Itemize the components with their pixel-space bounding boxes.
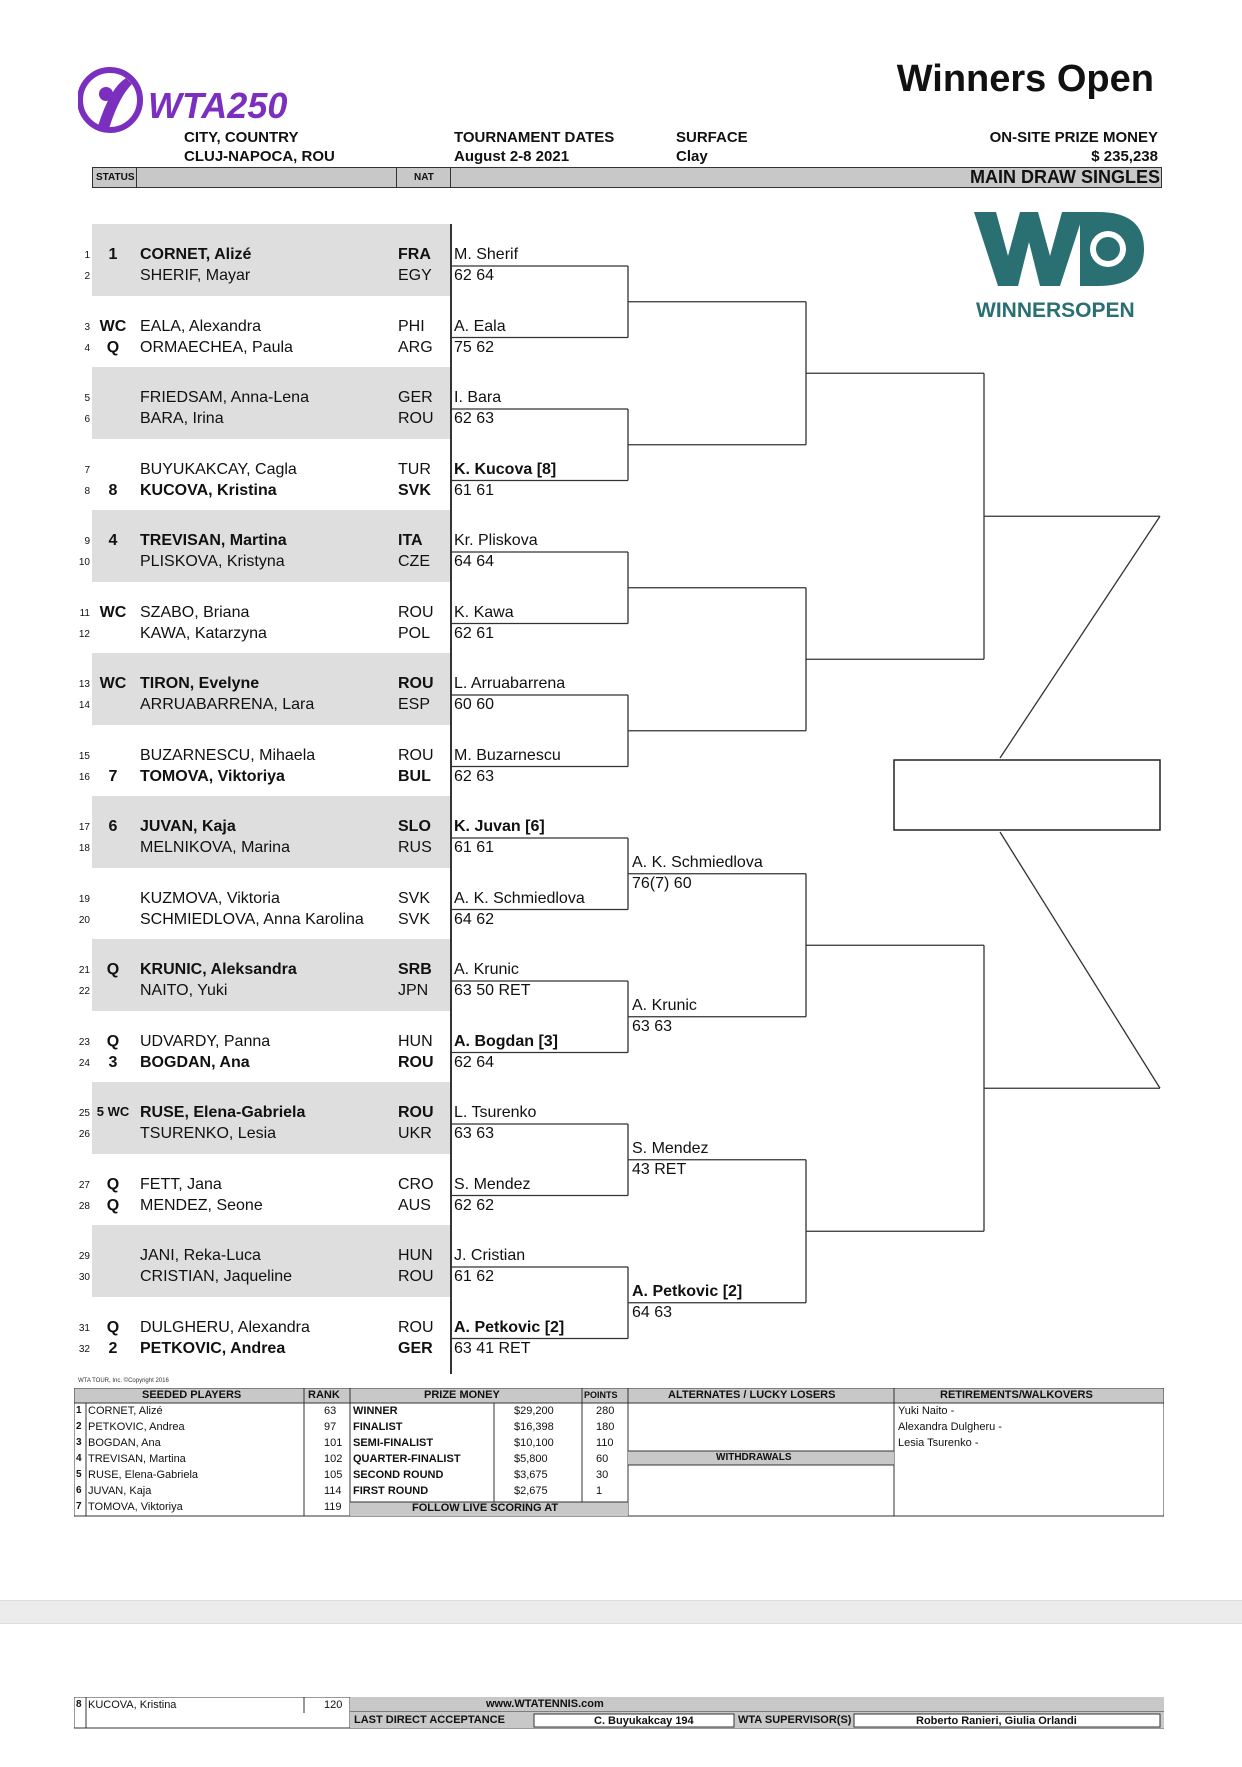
player-name: KUZMOVA, Viktoria bbox=[140, 889, 280, 907]
draw-position: 30 bbox=[78, 1272, 90, 1283]
player-name: SCHMIEDLOVA, Anna Karolina bbox=[140, 910, 364, 928]
seed-status: WC bbox=[99, 603, 127, 621]
draw-position: 18 bbox=[78, 843, 90, 854]
round1-winner: A. Petkovic [2] bbox=[454, 1318, 565, 1336]
prize-round: QUARTER-FINALIST bbox=[353, 1453, 461, 1465]
seed8-rank: 120 bbox=[324, 1699, 343, 1711]
player-nationality: ARG bbox=[398, 338, 433, 356]
draw-position: 28 bbox=[78, 1200, 90, 1212]
draw-position: 22 bbox=[78, 986, 90, 997]
draw-position: 9 bbox=[84, 536, 90, 547]
player-nationality: ROU bbox=[398, 1053, 434, 1071]
seed-number: 1 bbox=[76, 1405, 82, 1416]
player-name: BUYUKAKCAY, Cagla bbox=[140, 460, 297, 478]
player-nationality: SVK bbox=[398, 889, 431, 907]
draw-position: 23 bbox=[78, 1036, 90, 1048]
player-name: TIRON, Evelyne bbox=[140, 675, 260, 692]
player-nationality: GER bbox=[398, 389, 433, 406]
player-nationality: ROU bbox=[398, 1268, 434, 1285]
seed-name: CORNET, Alizé bbox=[88, 1405, 163, 1417]
draw-position: 15 bbox=[78, 750, 90, 762]
player-name: BUZARNESCU, Mihaela bbox=[140, 746, 316, 764]
player-name: BOGDAN, Ana bbox=[140, 1053, 250, 1071]
round1-winner: I. Bara bbox=[454, 389, 502, 406]
draw-position: 10 bbox=[78, 557, 90, 568]
player-nationality: SLO bbox=[398, 818, 431, 835]
seed-number: 3 bbox=[76, 1437, 82, 1448]
withdrawals-title: WITHDRAWALS bbox=[716, 1452, 792, 1463]
draw-title: MAIN DRAW SINGLES bbox=[969, 167, 1160, 187]
draw-position: 26 bbox=[78, 1129, 90, 1140]
player-nationality: HUN bbox=[398, 1032, 433, 1050]
draw-position: 29 bbox=[78, 1251, 90, 1262]
player-name: TOMOVA, Viktoriya bbox=[140, 767, 285, 785]
prize-money: $10,100 bbox=[514, 1437, 554, 1449]
player-name: KUCOVA, Kristina bbox=[140, 481, 277, 499]
lda-label: LAST DIRECT ACCEPTANCE bbox=[354, 1714, 505, 1726]
draw-position: 2 bbox=[84, 271, 90, 282]
seed-status: 6 bbox=[108, 818, 118, 835]
round1-score: 63 63 bbox=[454, 1125, 495, 1142]
prize-money: $3,675 bbox=[514, 1469, 548, 1481]
seed-status: 8 bbox=[108, 481, 118, 499]
player-name: ORMAECHEA, Paula bbox=[140, 338, 293, 356]
player-name: FETT, Jana bbox=[140, 1175, 222, 1193]
player-name: EALA, Alexandra bbox=[140, 317, 261, 335]
player-name: PETKOVIC, Andrea bbox=[140, 1339, 286, 1357]
seed-rank: 97 bbox=[324, 1421, 337, 1433]
draw-position: 7 bbox=[84, 464, 90, 476]
round2-score: 43 RET bbox=[632, 1161, 687, 1178]
player-name: TREVISAN, Martina bbox=[140, 532, 287, 549]
player-nationality: ROU bbox=[398, 675, 434, 692]
player-name: MENDEZ, Seone bbox=[140, 1196, 263, 1214]
surface-value: Clay bbox=[676, 148, 708, 165]
round1-winner: L. Tsurenko bbox=[454, 1104, 537, 1121]
player-name: MELNIKOVA, Marina bbox=[140, 839, 290, 856]
prize-round: SEMI-FINALIST bbox=[353, 1437, 434, 1449]
seed-rank: 63 bbox=[324, 1405, 337, 1417]
player-name: CRISTIAN, Jaqueline bbox=[140, 1268, 293, 1285]
player-nationality: UKR bbox=[398, 1125, 432, 1142]
round1-winner: S. Mendez bbox=[454, 1175, 531, 1193]
retirements-title: RETIREMENTS/WALKOVERS bbox=[940, 1389, 1093, 1401]
retirement-entry: Lesia Tsurenko - bbox=[898, 1437, 979, 1449]
seed-rank: 114 bbox=[324, 1485, 342, 1497]
draw-position: 5 bbox=[84, 393, 90, 404]
dates-label: TOURNAMENT DATES bbox=[454, 129, 615, 146]
round2-score: 76(7) 60 bbox=[632, 875, 692, 892]
prize-round: FIRST ROUND bbox=[353, 1485, 429, 1497]
player-name: KAWA, Katarzyna bbox=[140, 624, 267, 642]
player-nationality: ROU bbox=[398, 410, 434, 427]
round1-score: 61 61 bbox=[454, 839, 495, 856]
seed-rank: 101 bbox=[324, 1437, 343, 1449]
player-nationality: POL bbox=[398, 624, 431, 642]
round2-winner: A. Petkovic [2] bbox=[632, 1283, 743, 1300]
player-nationality: SRB bbox=[398, 961, 432, 978]
city-label: CITY, COUNTRY bbox=[184, 129, 299, 146]
player-nationality: AUS bbox=[398, 1196, 431, 1214]
page-break-band bbox=[0, 1600, 1242, 1624]
player-nationality: CRO bbox=[398, 1175, 434, 1193]
draw-position: 8 bbox=[84, 485, 90, 497]
seed-name: BOGDAN, Ana bbox=[88, 1437, 161, 1449]
seeded-title: SEEDED PLAYERS bbox=[142, 1389, 242, 1401]
round2-winner: A. Krunic bbox=[632, 997, 697, 1014]
player-name: SZABO, Briana bbox=[140, 603, 250, 621]
round1-score: 62 64 bbox=[454, 267, 495, 284]
city-value: CLUJ-NAPOCA, ROU bbox=[184, 148, 335, 165]
prize-round: WINNER bbox=[353, 1405, 398, 1417]
prize-points: 1 bbox=[596, 1485, 603, 1497]
prize-points: 180 bbox=[596, 1421, 615, 1433]
seed-status: 4 bbox=[108, 532, 118, 549]
prize-round: SECOND ROUND bbox=[353, 1469, 444, 1481]
player-nationality: ROU bbox=[398, 603, 434, 621]
bracket-line bbox=[1000, 516, 1160, 758]
player-name: TSURENKO, Lesia bbox=[140, 1125, 277, 1142]
live-scoring-label: FOLLOW LIVE SCORING AT bbox=[412, 1502, 559, 1514]
round1-score: 63 41 RET bbox=[454, 1339, 531, 1357]
player-nationality: GER bbox=[398, 1339, 433, 1357]
round1-score: 61 62 bbox=[454, 1268, 495, 1285]
player-name: JUVAN, Kaja bbox=[140, 818, 236, 835]
round1-winner: A. Bogdan [3] bbox=[454, 1032, 558, 1050]
round1-winner: M. Buzarnescu bbox=[454, 746, 561, 764]
round2-score: 64 63 bbox=[632, 1304, 673, 1321]
round1-score: 61 61 bbox=[454, 481, 495, 499]
seed-status: Q bbox=[106, 1175, 120, 1193]
prize-money: $2,675 bbox=[514, 1485, 548, 1497]
player-name: CORNET, Alizé bbox=[140, 246, 252, 263]
alternates-title: ALTERNATES / LUCKY LOSERS bbox=[668, 1389, 836, 1401]
draw-position: 19 bbox=[78, 893, 90, 905]
player-nationality: JPN bbox=[398, 982, 429, 999]
draw-position: 20 bbox=[78, 914, 90, 926]
player-name: UDVARDY, Panna bbox=[140, 1032, 271, 1050]
seed-status: 7 bbox=[108, 767, 118, 785]
seed-status: Q bbox=[106, 1032, 120, 1050]
round1-score: 62 64 bbox=[454, 1053, 495, 1071]
round2-winner: A. K. Schmiedlova bbox=[632, 854, 763, 871]
draw-position: 27 bbox=[78, 1179, 90, 1191]
player-name: KRUNIC, Aleksandra bbox=[140, 961, 297, 978]
player-name: SHERIF, Mayar bbox=[140, 267, 251, 284]
prize-points: 280 bbox=[596, 1405, 615, 1417]
seed-status: Q bbox=[106, 1318, 120, 1336]
round1-score: 63 50 RET bbox=[454, 982, 531, 999]
player-nationality: SVK bbox=[398, 481, 431, 499]
seed-number: 6 bbox=[76, 1485, 82, 1496]
round1-score: 60 60 bbox=[454, 696, 495, 713]
draw-position: 32 bbox=[78, 1343, 90, 1355]
round1-winner: K. Kawa bbox=[454, 603, 514, 621]
seed-name: RUSE, Elena-Gabriela bbox=[88, 1469, 199, 1481]
supervisor-value: Roberto Ranieri, Giulia Orlandi bbox=[916, 1715, 1077, 1727]
round1-winner: L. Arruabarrena bbox=[454, 675, 566, 692]
draw-position: 4 bbox=[84, 342, 90, 354]
round1-score: 62 63 bbox=[454, 410, 495, 427]
round1-score: 62 63 bbox=[454, 767, 495, 785]
round1-winner: A. Eala bbox=[454, 317, 506, 335]
draw-position: 31 bbox=[78, 1322, 90, 1334]
round1-score: 62 62 bbox=[454, 1196, 495, 1214]
status-column-label: STATUS bbox=[96, 172, 135, 183]
player-nationality: ESP bbox=[398, 696, 431, 713]
draw-position: 6 bbox=[84, 414, 90, 425]
player-name: JANI, Reka-Luca bbox=[140, 1247, 261, 1264]
rank-title: RANK bbox=[308, 1389, 340, 1401]
seed-rank: 119 bbox=[324, 1501, 342, 1513]
round2-winner: S. Mendez bbox=[632, 1140, 709, 1157]
seed-status: WC bbox=[99, 675, 127, 692]
player-nationality: FRA bbox=[398, 246, 431, 263]
round1-score: 64 62 bbox=[454, 910, 495, 928]
player-nationality: TUR bbox=[398, 460, 431, 478]
copyright: WTA TOUR, Inc. ©Copyright 2016 bbox=[78, 1378, 169, 1384]
player-name: NAITO, Yuki bbox=[140, 982, 228, 999]
draw-position: 17 bbox=[78, 822, 90, 833]
round1-winner: K. Kucova [8] bbox=[454, 460, 557, 478]
seed-number: 2 bbox=[76, 1421, 82, 1432]
prize-label: ON-SITE PRIZE MONEY bbox=[989, 129, 1158, 146]
seed-status: WC bbox=[99, 317, 127, 335]
seed-name: PETKOVIC, Andrea bbox=[88, 1421, 185, 1433]
seed-rank: 102 bbox=[324, 1453, 343, 1465]
seed-status: Q bbox=[106, 961, 120, 978]
player-name: BARA, Irina bbox=[140, 410, 224, 427]
svg-text:WINNERSOPEN: WINNERSOPEN bbox=[976, 299, 1135, 322]
seed-status: 5 WC bbox=[96, 1104, 130, 1119]
round1-winner: A. Krunic bbox=[454, 961, 519, 978]
round2-score: 63 63 bbox=[632, 1018, 673, 1035]
prize-points: 110 bbox=[596, 1437, 614, 1449]
round1-score: 62 61 bbox=[454, 624, 495, 642]
round1-winner: A. K. Schmiedlova bbox=[454, 889, 585, 907]
round1-winner: J. Cristian bbox=[454, 1247, 526, 1264]
round1-winner: M. Sherif bbox=[454, 246, 519, 263]
player-name: PLISKOVA, Kristyna bbox=[140, 553, 285, 570]
draw-position: 25 bbox=[78, 1108, 90, 1119]
player-nationality: ROU bbox=[398, 746, 434, 764]
player-nationality: EGY bbox=[398, 267, 432, 284]
draw-position: 3 bbox=[84, 321, 90, 333]
seed-rank: 105 bbox=[324, 1469, 343, 1481]
draw-position: 11 bbox=[79, 607, 90, 619]
seed8-number: 8 bbox=[76, 1699, 82, 1710]
draw-position: 21 bbox=[78, 965, 90, 976]
draw-position: 12 bbox=[78, 628, 90, 640]
player-nationality: ROU bbox=[398, 1318, 434, 1336]
draw-position: 16 bbox=[78, 771, 90, 783]
retirement-entry: Alexandra Dulgheru - bbox=[898, 1421, 1002, 1433]
round1-winner: Kr. Pliskova bbox=[454, 532, 538, 549]
player-nationality: BUL bbox=[398, 767, 431, 785]
seed-name: JUVAN, Kaja bbox=[88, 1485, 152, 1497]
prize-money: $5,800 bbox=[514, 1453, 548, 1465]
surface-label: SURFACE bbox=[676, 129, 748, 146]
player-nationality: HUN bbox=[398, 1247, 433, 1264]
prize-money: $16,398 bbox=[514, 1421, 554, 1433]
lda-value: C. Buyukakcay 194 bbox=[594, 1715, 694, 1727]
seed-status: 2 bbox=[108, 1339, 118, 1357]
seed-number: 7 bbox=[76, 1501, 82, 1512]
svg-text:WTA250: WTA250 bbox=[148, 85, 288, 126]
draw-position: 14 bbox=[78, 700, 90, 711]
points-title: POINTS bbox=[584, 1390, 618, 1400]
round1-score: 64 64 bbox=[454, 553, 495, 570]
bracket-line bbox=[1000, 832, 1160, 1088]
prize-value: $ 235,238 bbox=[1091, 148, 1158, 165]
seed8-name: KUCOVA, Kristina bbox=[88, 1699, 177, 1711]
player-nationality: SVK bbox=[398, 910, 431, 928]
dates-value: August 2-8 2021 bbox=[454, 148, 570, 165]
prize-money: $29,200 bbox=[514, 1405, 554, 1417]
player-name: FRIEDSAM, Anna-Lena bbox=[140, 389, 309, 406]
round1-score: 75 62 bbox=[454, 338, 495, 356]
seed-name: TREVISAN, Martina bbox=[88, 1453, 186, 1465]
draw-position: 1 bbox=[84, 250, 90, 261]
seed-status: 1 bbox=[108, 246, 118, 263]
prize-points: 30 bbox=[596, 1469, 609, 1481]
draw-position: 13 bbox=[78, 679, 90, 690]
player-name: DULGHERU, Alexandra bbox=[140, 1318, 310, 1336]
player-nationality: ITA bbox=[398, 532, 423, 549]
player-nationality: ROU bbox=[398, 1104, 434, 1121]
footer-grid bbox=[74, 1388, 1164, 1518]
retirement-entry: Yuki Naito - bbox=[898, 1405, 955, 1417]
draw-position: 24 bbox=[78, 1057, 90, 1069]
seed-status: 3 bbox=[108, 1053, 118, 1071]
champion-box bbox=[894, 760, 1160, 830]
player-nationality: PHI bbox=[398, 317, 425, 335]
tournament-name: Winners Open bbox=[896, 58, 1154, 100]
round1-winner: K. Juvan [6] bbox=[454, 818, 545, 835]
player-name: ARRUABARRENA, Lara bbox=[140, 696, 315, 713]
player-name: RUSE, Elena-Gabriela bbox=[140, 1104, 306, 1121]
prize-title: PRIZE MONEY bbox=[424, 1389, 500, 1401]
prize-round: FINALIST bbox=[353, 1421, 403, 1433]
website-link[interactable]: www.WTATENNIS.com bbox=[486, 1698, 604, 1710]
seed-number: 5 bbox=[76, 1469, 82, 1480]
seed-name: TOMOVA, Viktoriya bbox=[88, 1501, 183, 1513]
player-nationality: CZE bbox=[398, 553, 430, 570]
seed-number: 4 bbox=[76, 1453, 82, 1464]
seed-status: Q bbox=[106, 1196, 120, 1214]
player-nationality: RUS bbox=[398, 839, 432, 856]
nat-column-label: NAT bbox=[414, 172, 434, 183]
supervisor-label: WTA SUPERVISOR(S) bbox=[738, 1714, 852, 1726]
prize-points: 60 bbox=[596, 1453, 609, 1465]
seed-status: Q bbox=[106, 338, 120, 356]
